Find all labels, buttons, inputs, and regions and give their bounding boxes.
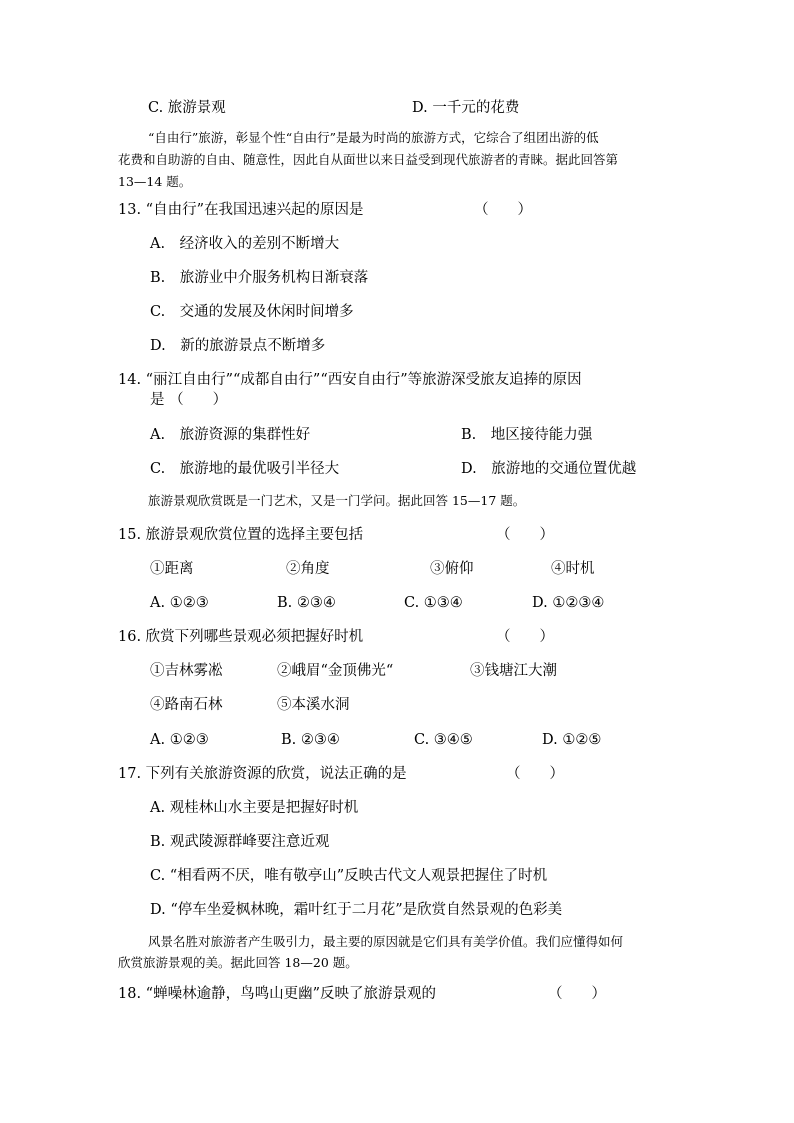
q17-option-b: B. 观武陵源群峰要注意近观 [150,834,330,850]
q15-stem: 15. 旅游景观欣赏位置的选择主要包括 [118,527,364,543]
passage-1-line-1: “自由行”旅游，彰显个性“自由行”是最为时尚的旅游方式，它综合了组团出游的低 [148,130,599,145]
q15-item-1: ①距离 [150,561,194,577]
q14-stem-line-1: 14. “丽江自由行”“成都自由行”“西安自由行”等旅游深受旅友追捧的原因 [118,372,582,388]
q13-answer-paren: （ ） [474,202,532,218]
q15-option-b: B. ②③④ [277,595,336,611]
q13-option-d: D. 新的旅游景点不断增多 [150,338,326,354]
q18-stem: 18. “蝉噪林逾静，鸟鸣山更幽”反映了旅游景观的 [118,986,436,1002]
passage-3-line-1: 风景名胜对旅游者产生吸引力，最主要的原因就是它们具有美学价值。我们应懂得如何 [148,934,624,949]
q13-stem: 13. “自由行”在我国迅速兴起的原因是 [118,202,364,218]
passage-2-line-1: 旅游景观欣赏既是一门艺术，又是一门学问。据此回答 15—17 题。 [148,493,526,508]
q15-option-a: A. ①②③ [150,595,209,611]
q14-stem-line-2: 是 （ ） [150,392,228,408]
q14-option-a: A. 旅游资源的集群性好 [150,427,311,443]
q16-stem: 16. 欣赏下列哪些景观必须把握好时机 [118,629,364,645]
q17-answer-paren: （ ） [506,766,564,782]
q16-item-3: ③钱塘江大潮 [470,663,557,679]
passage-1-line-2: 花费和自助游的自由、随意性，因此自从面世以来日益受到现代旅游者的青睐。据此回答第 [118,152,619,167]
passage-3-line-2: 欣赏旅游景观的美。据此回答 18—20 题。 [118,955,358,970]
q17-option-c: C. “相看两不厌，唯有敬亭山”反映古代文人观景把握住了时机 [150,868,548,884]
q16-option-c: C. ③④⑤ [414,732,473,748]
q15-option-d: D. ①②③④ [532,595,605,611]
q16-option-a: A. ①②③ [150,732,209,748]
q16-item-5: ⑤本溪水洞 [277,697,350,713]
q16-answer-paren: （ ） [496,629,554,645]
passage-1-line-3: 13—14 题。 [118,174,192,189]
q16-item-1: ①吉林雾凇 [150,663,223,679]
q15-answer-paren: （ ） [496,527,554,543]
q18-answer-paren: （ ） [548,986,606,1002]
q15-item-4: ④时机 [551,561,595,577]
q16-item-4: ④路南石林 [150,697,223,713]
q17-option-d: D. “停车坐爱枫林晚，霜叶红于二月花”是欣赏自然景观的色彩美 [150,902,563,918]
q15-item-2: ②角度 [286,561,330,577]
q16-option-b: B. ②③④ [281,732,340,748]
q13-option-c: C. 交通的发展及休闲时间增多 [150,304,354,320]
q17-stem: 17. 下列有关旅游资源的欣赏，说法正确的是 [118,766,407,782]
option-d-prev: D. 一千元的花费 [412,100,520,116]
q16-option-d: D. ①②⑤ [542,732,602,748]
q15-option-c: C. ①③④ [404,595,463,611]
q14-option-d: D. 旅游地的交通位置优越 [461,461,637,477]
q14-option-c: C. 旅游地的最优吸引半径大 [150,461,340,477]
q14-option-b: B. 地区接待能力强 [461,427,593,443]
q16-item-2: ②峨眉“金顶佛光“ [277,663,394,679]
option-c-prev: C. 旅游景观 [148,100,226,116]
q13-option-a: A. 经济收入的差别不断增大 [150,236,340,252]
q13-option-b: B. 旅游业中介服务机构日渐衰落 [150,270,369,286]
q15-item-3: ③俯仰 [430,561,474,577]
q17-option-a: A. 观桂林山水主要是把握好时机 [150,800,359,816]
